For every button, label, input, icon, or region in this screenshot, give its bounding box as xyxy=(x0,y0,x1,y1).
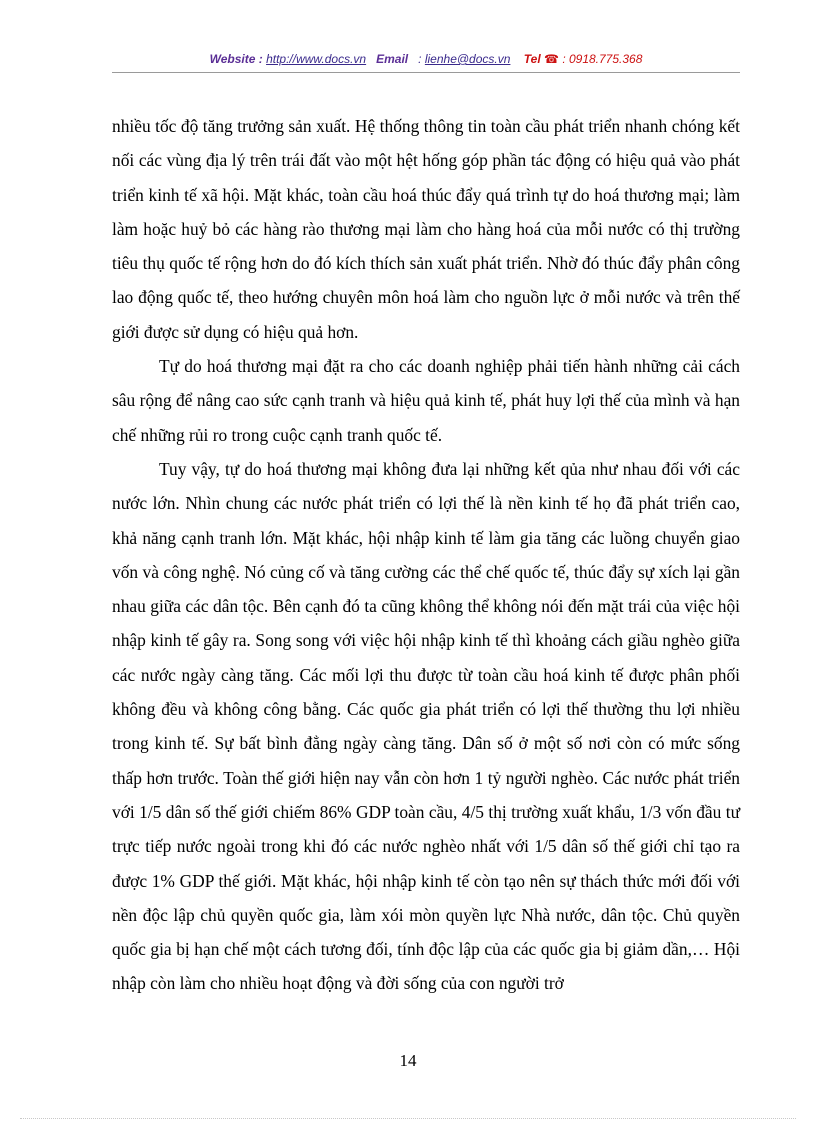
website-label: Website : xyxy=(209,52,263,66)
paragraph: Tuy vậy, tự do hoá thương mại không đưa lại những kết qủa như nhau đối với các nước lớn. Nhìn chung các nước phát triển có lợi thế là nền kinh tế họ đã phát triển cao, khả năng cạnh tranh lớn. Mặt khác, hội nhập kinh tế làm gia tăng các luồng chuyển giao vốn và công nghệ. Nó củng cố và tăng cường các thể chế quốc tế, thúc đẩy sự xích lại gần nhau giữa các dân tộc. Bên cạnh đó ta cũng không thể không nói đến mặt trái của việc hội nhập kinh tế gây ra. Song song với việc hội nhập kinh tế thì khoảng cách giầu nghèo giữa các nước ngày càng tăng. Các mối lợi thu được từ toàn cầu hoá kinh tế được phân phối không đều và không công bằng. Các quốc gia phát triển có lợi thế thường thu lợi nhiều trong kinh tế. Sự bất bình đẳng ngày càng tăng. Dân số ở một số nơi còn có mức sống thấp hơn trước. Toàn thế giới hiện nay vẫn còn hơn 1 tỷ người nghèo. Các nước phát triển với 1/5 dân số thế giới chiếm 86% GDP toàn cầu, 4/5 thị trường xuất khẩu, 1/3 vốn đầu tư trực tiếp nước ngoài trong khi đó các nước nghèo nhất với 1/5 dân số thế giới chỉ tạo ra được 1% GDP thế giới. Mặt khác, hội nhập kinh tế còn tạo nên sự thách thức mới đối với nền độc lập chủ quyền quốc gia, làm xói mòn quyền lực Nhà nước, dân tộc. Chủ quyền quốc gia bị hạn chế một cách tương đối, tính độc lập của các quốc gia bị giảm dần,… Hội nhập còn làm cho nhiều hoạt động và đời sống của con người trở xyxy=(112,458,740,994)
phone-icon: ☎ xyxy=(544,52,559,66)
page-header xyxy=(112,50,740,68)
document-body xyxy=(112,109,740,1001)
page-number: 14 xyxy=(399,1051,417,1070)
header-divider xyxy=(112,72,740,73)
email-separator: : xyxy=(418,52,422,66)
paragraph-continuation: nhiều tốc độ tăng trưởng sản xuất. Hệ thống thông tin toàn cầu phát triển nhanh chóng kết nối các vùng địa lý trên trái đất vào một hệt hống góp phần tác động có hiệu quả vào phát triển kinh tế xã hội. Mặt khác, toàn cầu hoá thúc đẩy quá trình tự do hoá thương mại; làm làm hoặc huỷ bỏ các hàng rào thương mại làm cho hàng hoá của mỗi nước có thị trường tiêu thụ quốc tế rộng hơn do đó kích thích sản xuất phát triển. Nhờ đó thúc đẩy phân công lao động quốc tế, theo hướng chuyên môn hoá làm cho nguồn lực ở mỗi nước và trên thế giới được sử dụng có hiệu quả hơn. xyxy=(112,116,740,342)
email-label: Email xyxy=(376,52,409,66)
footer-divider xyxy=(20,1118,796,1119)
tel-label: Tel xyxy=(523,52,541,66)
paragraph: Tự do hoá thương mại đặt ra cho các doanh nghiệp phải tiến hành những cải cách sâu rộng để nâng cao sức cạnh tranh và hiệu quả kinh tế, phát huy lợi thế của mình và hạn chế những rủi ro trong cuộc cạnh tranh quốc tế. xyxy=(112,356,740,445)
phone-number: : 0918.775.368 xyxy=(562,52,643,66)
website-link[interactable]: http://www.docs.vn xyxy=(266,52,367,66)
email-link[interactable]: lienhe@docs.vn xyxy=(424,52,511,66)
